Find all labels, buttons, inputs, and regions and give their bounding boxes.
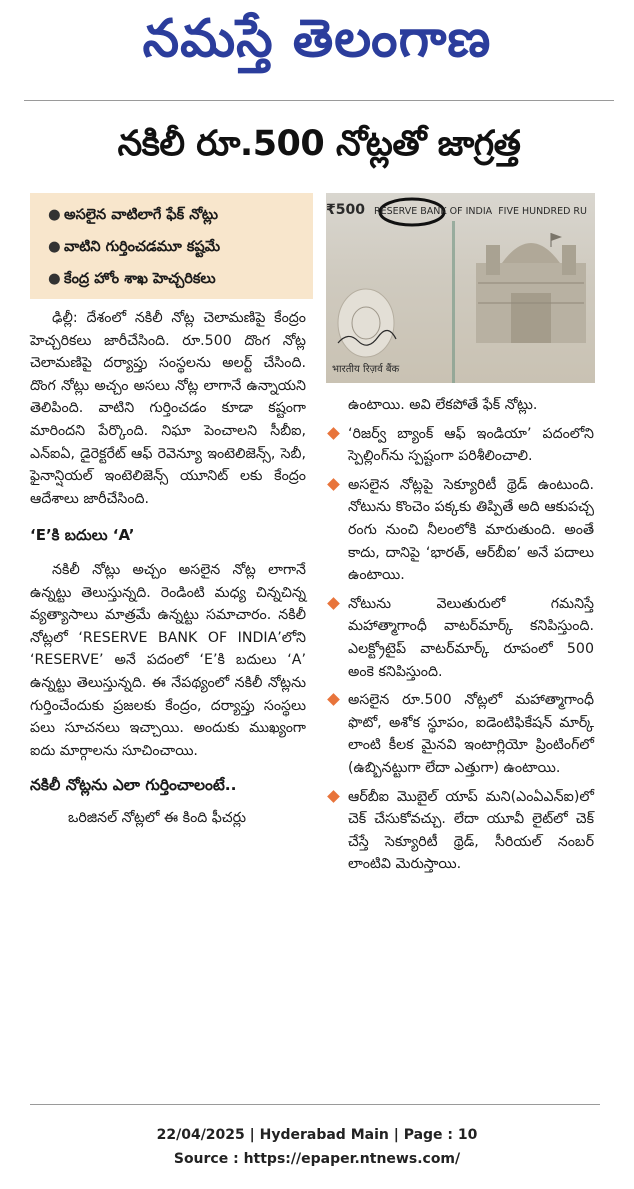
- diamond-bullet-icon: [327, 427, 340, 440]
- bullet-icon: ●: [48, 271, 61, 287]
- article-left-column: [30, 307, 306, 829]
- subheading: నకిలీ నోట్లను ఎలా గుర్తించాలంటే..: [30, 776, 237, 795]
- circled-word: RESERVE: [374, 206, 418, 217]
- headline: నకిలీ రూ.500 నోట్లతో జాగ్రత్త: [117, 124, 521, 164]
- header-divider: [24, 100, 614, 101]
- list-item: అసలైన రూ.500 నోట్లలో మహాత్మాగాంధీ ఫొటో, అశోక స్థూపం, ఐడెంటిఫికేషన్ మార్క్ లాంటి కీలక మైనవి ఇంటాగ్లియో ప్రింటింగ్‌లో (ఉబ్బినట్టుగా లేదా ఎత్తుగా) ఉంటాయి.: [326, 689, 594, 779]
- highlights-box: [30, 193, 313, 299]
- diamond-bullet-icon: [327, 693, 340, 706]
- list-item: అసలైన నోట్లపై సెక్యూరిటీ థ్రెడ్ ఉంటుంది. నోటును కొంచెం పక్కకు తిప్పితే అది ఆకుపచ్చ రంగు నుంచి నీలంలోకి మారుతుంది. అంతే కాదు, దానిపై ‘భారత్, ఆర్‌బీఐ’ అనే పదాలు ఉంటాయి.: [326, 474, 594, 587]
- list-item: ఆర్‌బీఐ మొబైల్ యాప్ మని(ఎంఏఎన్ఐ)లో చెక్ చేసుకోవచ్చు. లేదా యూవీ లైట్‌లో చెక్ చేస్తే సెక్యూరిటీ థ్రెడ్, సీరియల్ నంబర్ లాంటివి మెరుస్తాయి.: [326, 786, 594, 876]
- article-right-column: [326, 394, 594, 882]
- highlight-item: ● వాటిని గుర్తించడమూ కష్టమే: [30, 231, 313, 263]
- currency-note-photo: [326, 193, 595, 383]
- note-top-text: ₹500 RESERVE BANK OF INDIA FIVE HUNDRED RU: [326, 202, 587, 218]
- article-paragraph: ఢిల్లీ: దేశంలో నకిలీ నోట్ల చెలామణిపై కేంద్రం హెచ్చరికలు జారీచేసింది. రూ.500 దొంగ నోట్ల చెలామణిపై దర్యాప్తు సంస్థలను అలర్ట్ చేసింది. దొంగ నోట్లు అచ్చం అసలు నోట్ల లాగానే ఉన్నాయని తెలిపింది. వాటిని గుర్తించడం కూడా కష్టంగా మారిందని పేర్కొంది. నిఘా పెంచాలని సీబీఐ, ఎన్ఐఏ, డైరెక్టరేట్ ఆఫ్ రెవెన్యూ ఇంటెలిజెన్స్, సెబీ, ఫైనాన్షియల్ ఇంటెలిజెన్స్ యూనిట్ లకు కేంద్రం ఆదేశాలు జారీచేసింది.: [30, 310, 306, 507]
- note-bottom-text: भारतीय रिज़र्व बैंक: [332, 364, 400, 375]
- footer-source: Source : https://epaper.ntnews.com/: [173, 1151, 461, 1167]
- bullet-icon: ●: [48, 207, 61, 223]
- article-paragraph: ఒరిజినల్ నోట్లలో ఈ కింది ఫీచర్లు: [68, 809, 246, 826]
- list-item: ‘రిజర్వ్ బ్యాంక్ ఆఫ్ ఇండియా’ పదంలోని స్పెల్లింగ్‌ను స్పష్టంగా పరిశీలించాలి.: [326, 423, 594, 468]
- subheading: ‘E’కి బదులు ‘A’: [30, 526, 135, 545]
- masthead-logo: నమస్తే తెలంగాణ: [142, 9, 492, 69]
- list-item: నోటును వెలుతురులో గమనిస్తే మహాత్మాగాంధీ వాటర్‌మార్క్ కనిపిస్తుంది. ఎలక్ట్రోటైప్ వాటర్‌మార్క్ రూపంలో 500 అంకె కనిపిస్తుంది.: [326, 593, 594, 683]
- diamond-bullet-icon: [327, 790, 340, 803]
- footer-date-edition: 22/04/2025 | Hyderabad Main | Page : 10: [156, 1127, 478, 1143]
- highlight-item: ● అసలైన వాటిలాగే ఫేక్ నోట్లు: [30, 199, 313, 231]
- highlight-item: ● కేంద్ర హోం శాఖ హెచ్చరికలు: [30, 263, 313, 295]
- bullet-icon: ●: [48, 239, 61, 255]
- article-paragraph: నకిలీ నోట్లు అచ్చం అసలైన నోట్ల లాగానే ఉన్నట్టు తెలుస్తున్నది. రెండింటి మధ్య చిన్నచిన్న వ్యత్యాసాలు మాత్రమే ఉన్నట్టు సమాచారం. నకిలీ నోట్లలో ‘RESERVE BANK OF INDIA’లోని ‘RESERVE’ అనే పదంలో ‘E’కి బదులు ‘A’ ఉన్నట్టు తెలుస్తున్నది. ఈ నేపథ్యంలో నకిలీ నోట్లను గుర్తించేందుకు ప్రజలకు కేంద్రం, దర్యాప్తు సంస్థలు పలు సూచనలు ఇచ్చాయి. అందుకు ముఖ్యంగా ఐదు మార్గాలను సూచించాయి.: [30, 561, 306, 759]
- article-paragraph: ఉంటాయి. అవి లేకపోతే ఫేక్ నోట్లు.: [348, 397, 538, 413]
- note-illustration: [326, 193, 595, 383]
- diamond-bullet-icon: [327, 597, 340, 610]
- footer-divider: [30, 1104, 600, 1105]
- diamond-bullet-icon: [327, 478, 340, 491]
